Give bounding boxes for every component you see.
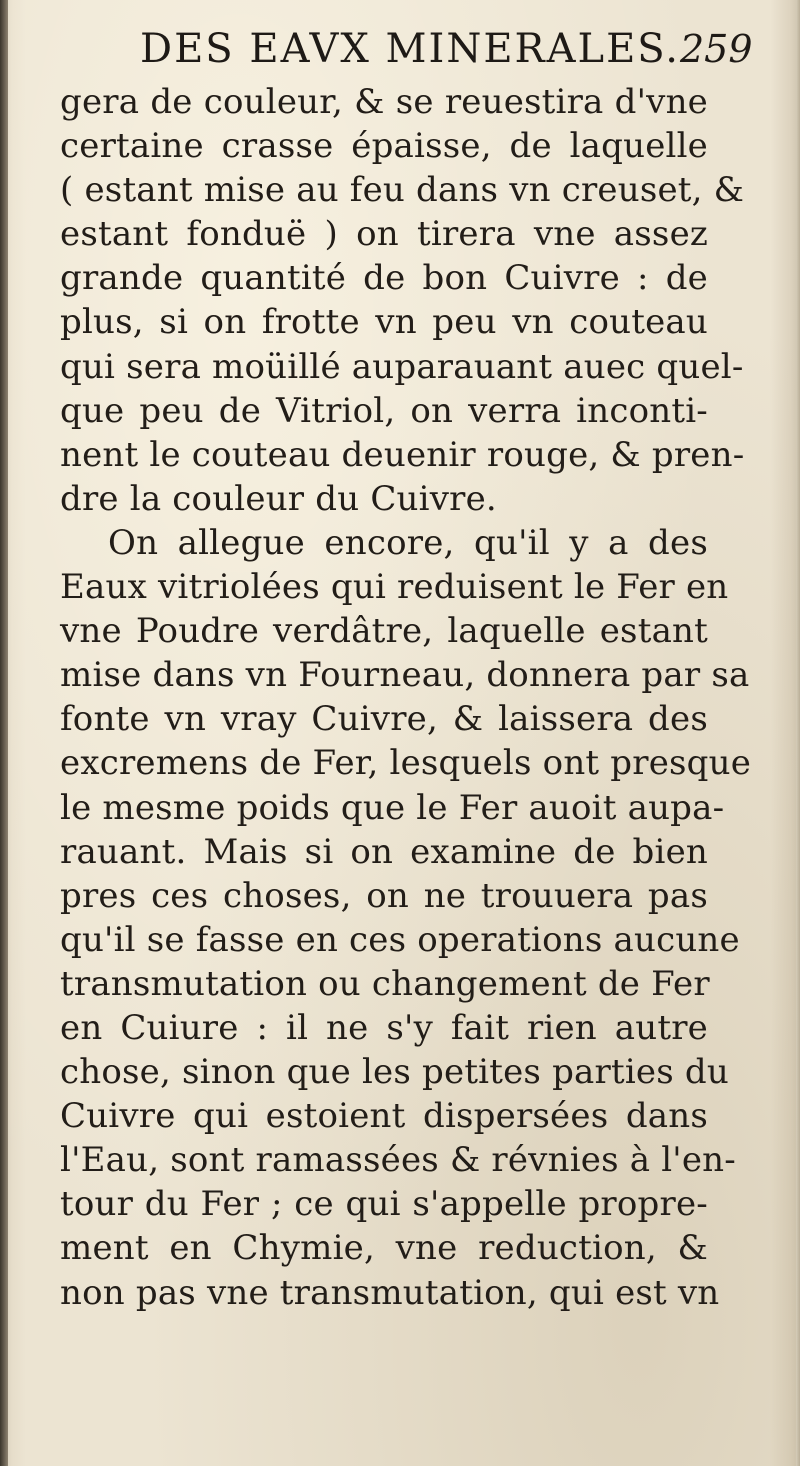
text-line: Cuivre qui estoient dispersées dans	[60, 1096, 708, 1137]
text-line: grande quantité de bon Cuivre : de	[60, 258, 708, 299]
text-line: chose, sinon que les petites parties du	[60, 1052, 729, 1093]
text-line: plus, si on frotte vn peu vn couteau	[60, 302, 708, 343]
text-line: certaine crasse épaisse, de laquelle	[60, 126, 708, 167]
text-line: rauant. Mais si on examine de bien	[60, 831, 708, 872]
text-line: Eaux vitriolées qui reduisent le Fer en	[60, 567, 729, 608]
text-line: non pas vne transmutation, qui est vn	[60, 1272, 720, 1313]
text-line: le mesme poids que le Fer auoit aupa-	[60, 787, 725, 828]
page-edge	[796, 0, 800, 1466]
text-line: fonte vn vray Cuivre, & laissera des	[60, 699, 708, 740]
text-line: gera de couleur, & se reuestira d'vne	[60, 82, 708, 122]
text-line: nent le couteau deuenir rouge, & pren-	[60, 434, 745, 475]
text-line: vne Poudre verdâtre, laquelle estant	[60, 611, 708, 652]
paragraph-1	[60, 80, 745, 521]
body-text	[60, 80, 752, 1315]
page-number: 259	[679, 27, 753, 71]
text-line: que peu de Vitriol, on verra inconti-	[60, 390, 708, 431]
text-line: On allegue encore, qu'il y a des	[108, 522, 708, 563]
text-line: qui sera moüillé auparauant auec quel-	[60, 346, 744, 387]
text-line: estant fonduë ) on tirera vne assez	[60, 214, 708, 255]
text-line: dre la couleur du Cuivre.	[60, 478, 497, 519]
text-line: mise dans vn Fourneau, donnera par sa	[60, 655, 750, 696]
running-head	[140, 26, 753, 82]
text-line: pres ces choses, on ne trouuera pas	[60, 875, 708, 916]
text-line: transmutation ou changement de Fer	[60, 963, 710, 1004]
text-line: qu'il se fasse en ces operations aucune	[60, 919, 740, 960]
text-line: ( estant mise au feu dans vn creuset, &	[60, 170, 745, 211]
text-line: excremens de Fer, lesquels ont presque	[60, 743, 752, 784]
running-title: DES EAVX MINERALES.	[140, 26, 680, 72]
binding-edge	[0, 0, 8, 1466]
text-line: en Cuiure : il ne s'y fait rien autre	[60, 1007, 708, 1048]
paragraph-2	[60, 521, 752, 1315]
text-line: ment en Chymie, vne reduction, &	[60, 1228, 708, 1269]
text-line: l'Eau, sont ramassées & révnies à l'en-	[60, 1140, 736, 1181]
text-line: tour du Fer ; ce qui s'appelle propre-	[60, 1184, 708, 1225]
